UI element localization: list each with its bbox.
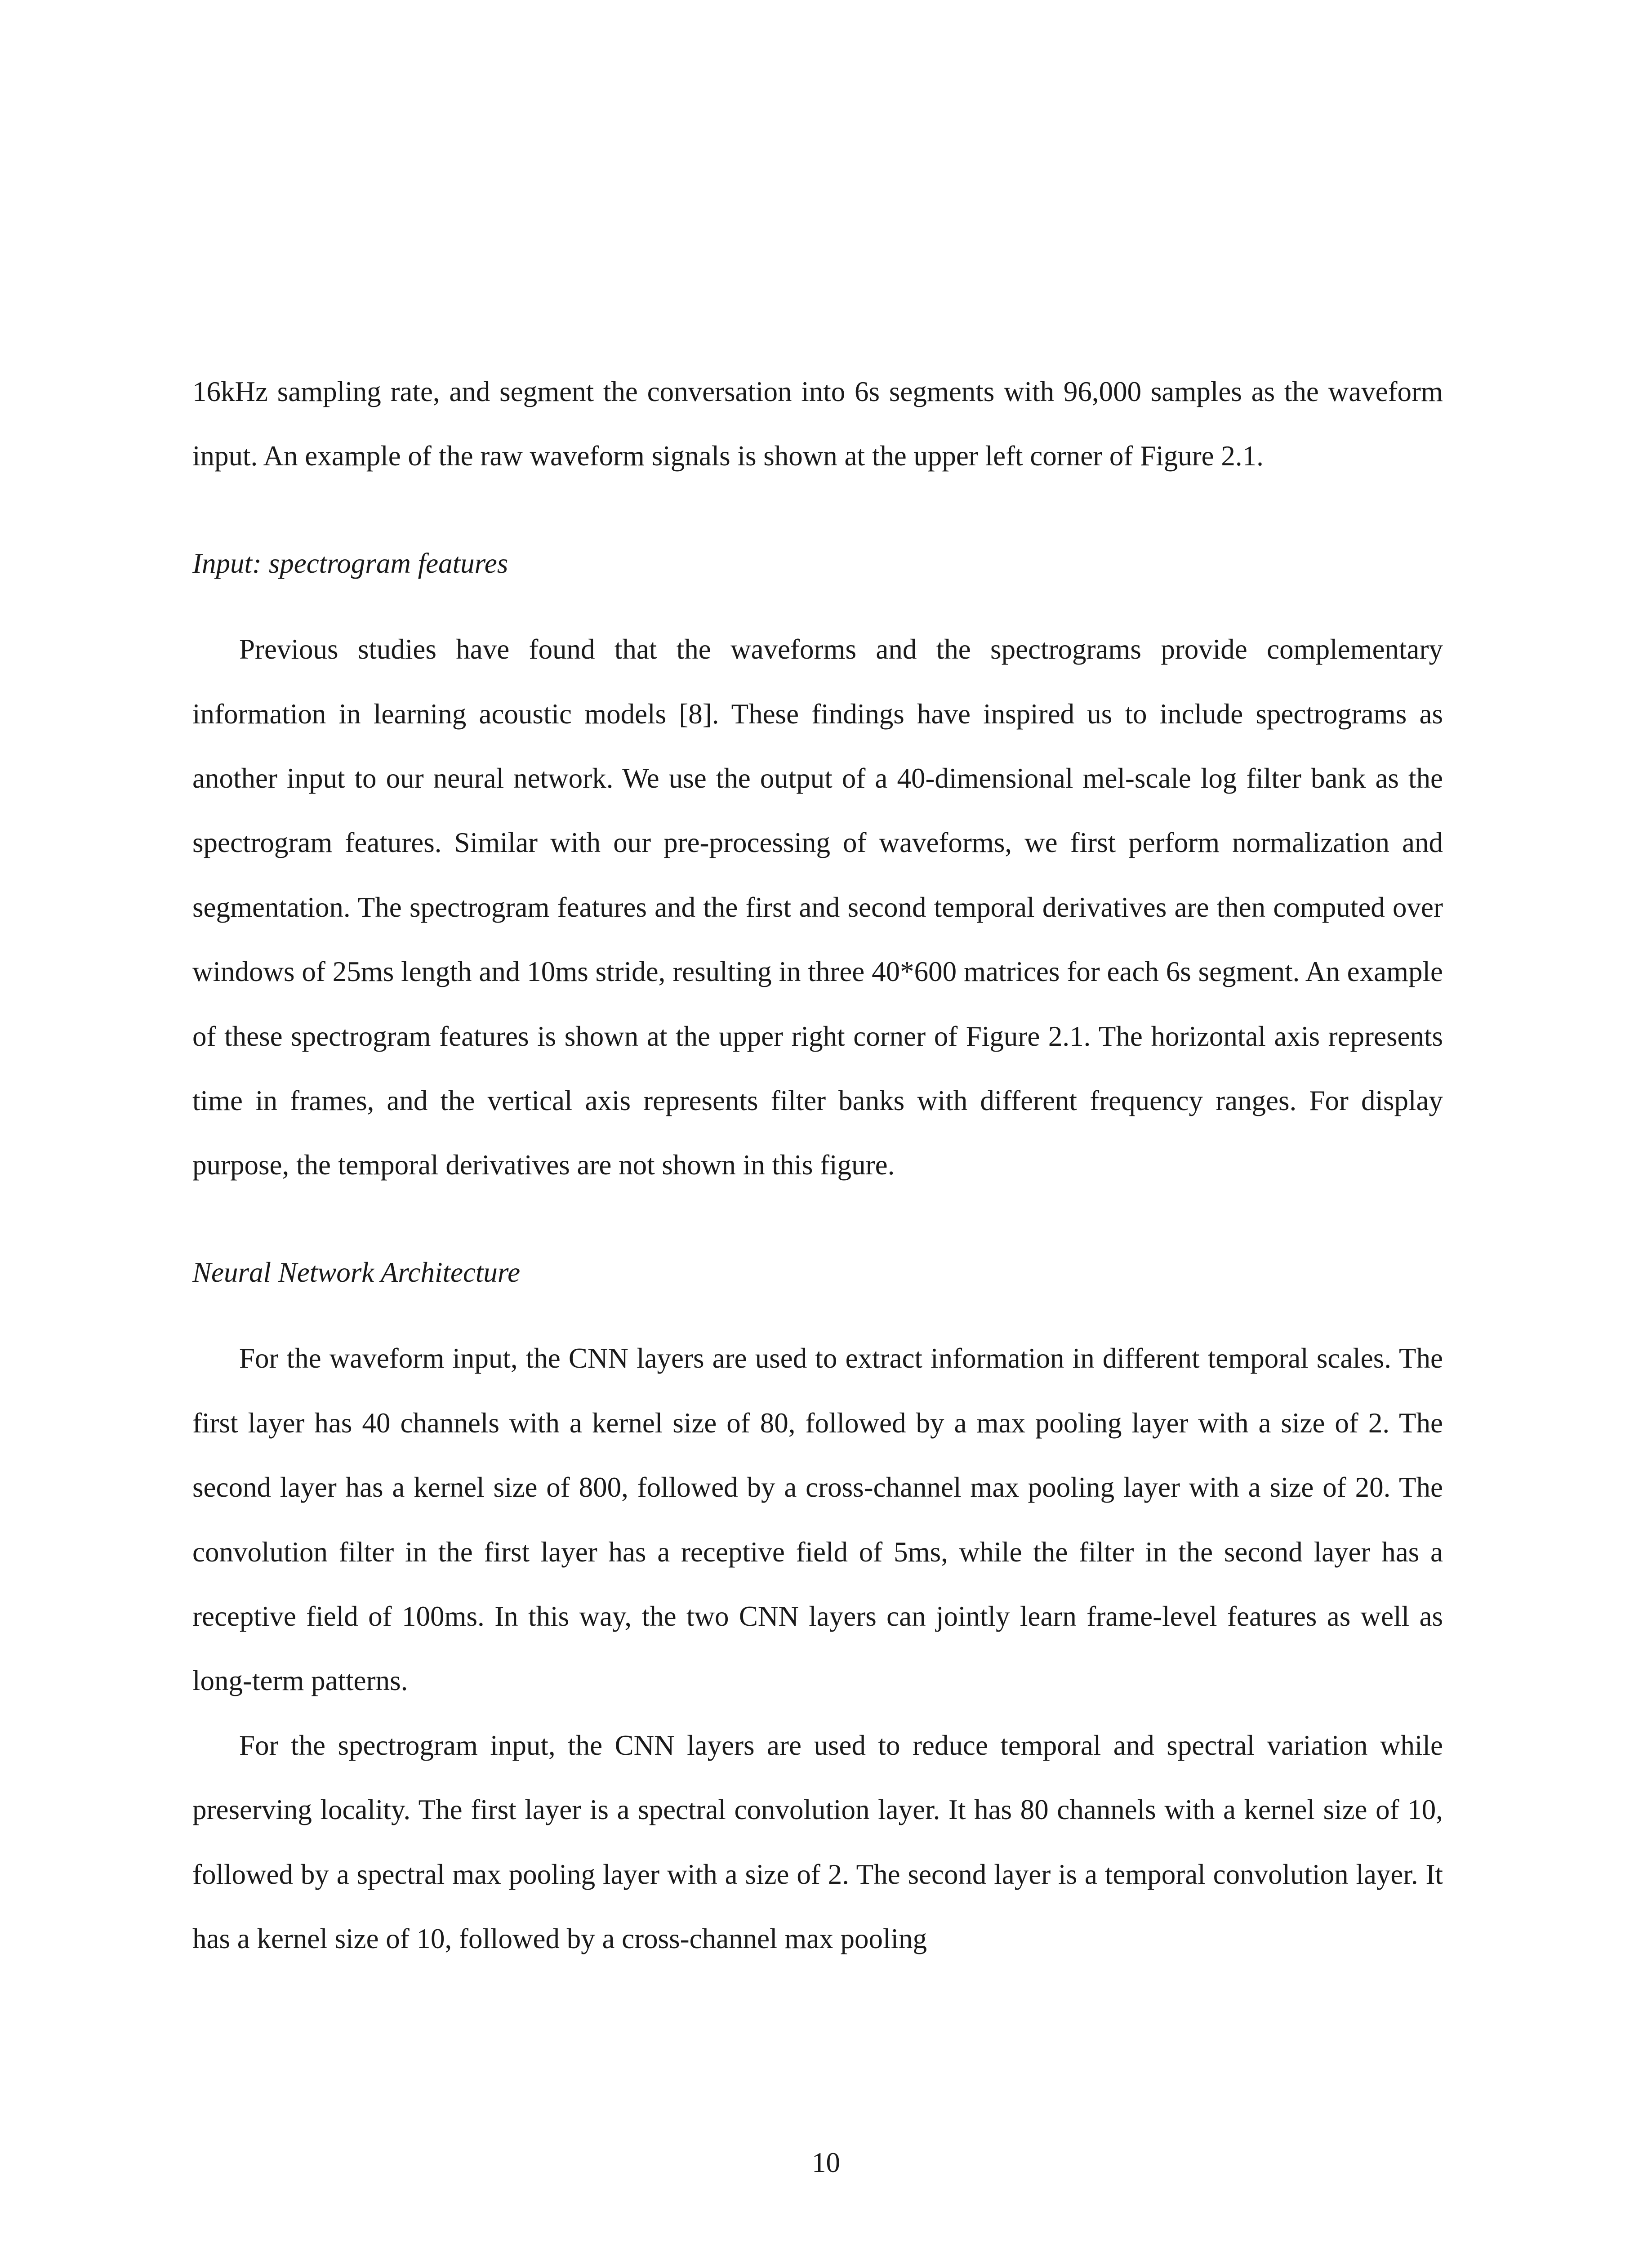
section-heading-spectrogram: Input: spectrogram features bbox=[192, 547, 508, 579]
paragraph-waveform-cnn: For the waveform input, the CNN layers are used to extract information in different temporal scales. The first layer has 40 channels with a kernel size of 80, followed by a max pooling layer with a size of 2. The second layer has a kernel size of 800, followed by a cross-channel max pooling layer with a size of 20. The convolution filter in the first layer has a receptive field of 5ms, while the filter in the second layer has a receptive field of 100ms. In this way, the two CNN layers can jointly learn frame-level features as well as long-term patterns. bbox=[192, 1343, 1443, 1697]
paragraph-continuation: 16kHz sampling rate, and segment the conversation into 6s segments with 96,000 samples as the waveform input. An example of the raw waveform signals is shown at the upper left corner of Figure 2.1. bbox=[192, 376, 1443, 472]
page-number: 10 bbox=[812, 2147, 840, 2178]
section-heading-architecture: Neural Network Architecture bbox=[192, 1256, 521, 1288]
paragraph-spectrogram-cnn: For the spectrogram input, the CNN layers are used to reduce temporal and spectral variation while preserving locality. The first layer is a spectral convolution layer. It has 80 channels with a kernel size of 10, followed by a spectral max pooling layer with a size of 2. The second layer is a temporal convolution layer. It has a kernel size of 10, followed by a cross-channel max pooling bbox=[192, 1729, 1443, 1954]
paragraph-spectrogram-features: Previous studies have found that the waveforms and the spectrograms provide complementary information in learning acoustic models [8]. These findings have inspired us to include spectrograms as another input to our neural network. We use the output of a 40-dimensional mel-scale log filter bank as the spectrogram features. Similar with our pre-processing of waveforms, we first perform normalization and segmentation. The spectrogram features and the first and second temporal derivatives are then computed over windows of 25ms length and 10ms stride, resulting in three 40*600 matrices for each 6s segment. An example of these spectrogram features is shown at the upper right corner of Figure 2.1. The horizontal axis represents time in frames, and the vertical axis represents filter banks with different frequency ranges. For display purpose, the temporal derivatives are not shown in this figure. bbox=[192, 633, 1443, 1181]
body-text bbox=[192, 360, 1443, 1971]
